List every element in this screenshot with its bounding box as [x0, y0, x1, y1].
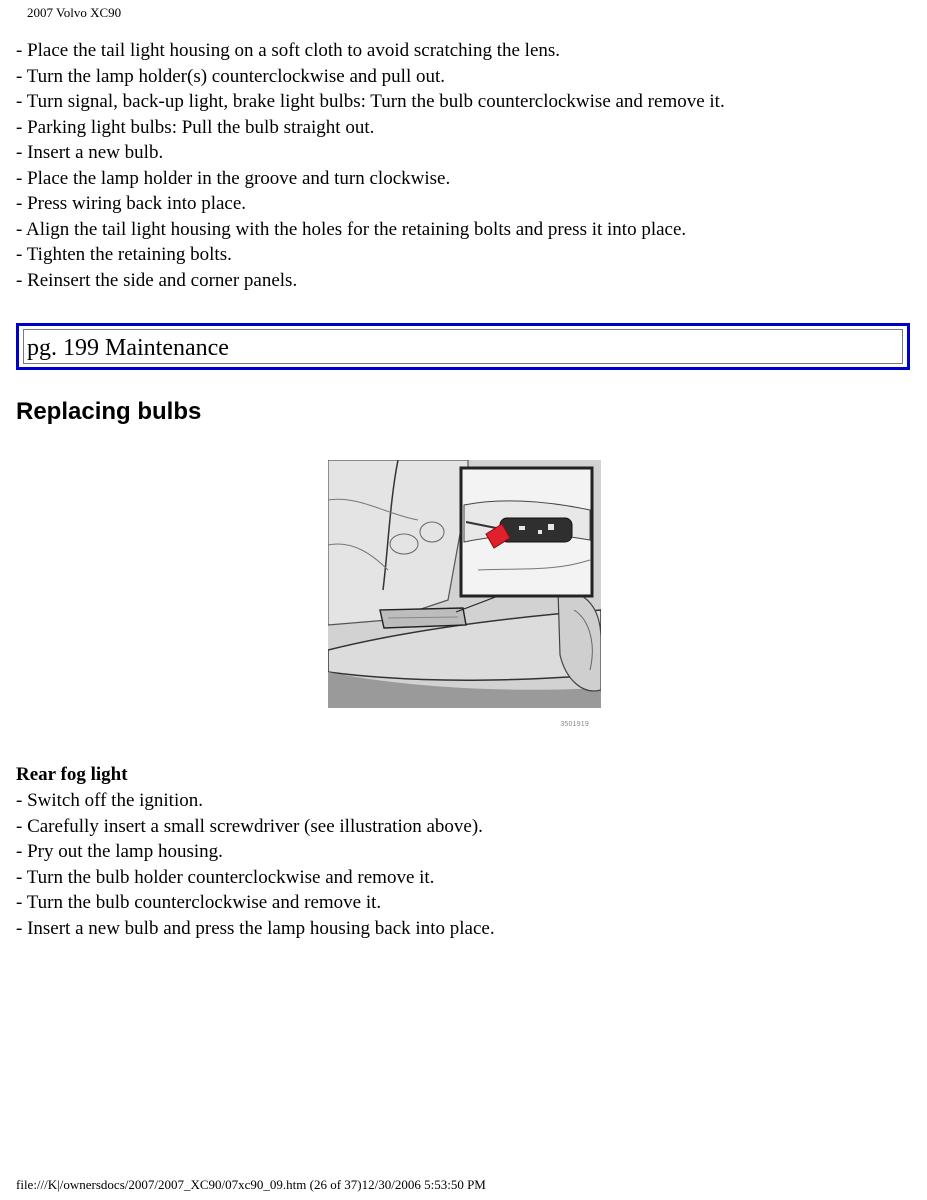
- page-marker-inner: [23, 329, 903, 364]
- section-title: Replacing bulbs: [16, 398, 202, 425]
- list-item: - Pry out the lamp housing.: [16, 841, 223, 862]
- list-item: - Insert a new bulb.: [16, 142, 164, 163]
- tail-light-steps-list: [16, 38, 725, 293]
- figure-code: 3501919: [560, 721, 589, 728]
- rear-fog-light-heading: Rear fog light: [16, 764, 128, 785]
- list-item: - Turn the bulb holder counterclockwise and remove it.: [16, 866, 435, 888]
- page-marker-text: pg. 199 Maintenance: [27, 335, 229, 361]
- list-item: - Turn the bulb counterclockwise and remove it.: [16, 892, 382, 913]
- list-item: - Switch off the ignition.: [16, 790, 203, 811]
- list-item: - Place the lamp holder in the groove and turn clockwise.: [16, 167, 451, 189]
- inset-lamp-detail: [538, 530, 542, 534]
- list-item: - Align the tail light housing with the holes for the retaining bolts and press it into place.: [16, 218, 687, 240]
- file-path-footer: file:///K|/ownersdocs/2007/2007_XC90/07xc90_09.htm (26 of 37)12/30/2006 5:53:50 PM: [16, 1177, 486, 1192]
- inset-lamp-detail: [548, 524, 554, 530]
- list-item: - Carefully insert a small screwdriver (see illustration above).: [16, 815, 483, 837]
- list-item: - Press wiring back into place.: [16, 193, 247, 214]
- list-item: - Tighten the retaining bolts.: [16, 244, 232, 265]
- list-item: - Place the tail light housing on a soft cloth to avoid scratching the lens.: [16, 40, 561, 61]
- rear-fog-light-illustration: [328, 460, 601, 732]
- list-item: - Turn signal, back-up light, brake light bulbs: Turn the bulb counterclockwise and remove it.: [16, 91, 725, 112]
- list-item: - Parking light bulbs: Pull the bulb straight out.: [16, 116, 375, 138]
- fog-light-steps-list: [16, 788, 495, 941]
- inset-lamp-recess: [500, 518, 572, 542]
- list-item: - Insert a new bulb and press the lamp housing back into place.: [16, 917, 495, 939]
- body-panel: [328, 460, 468, 625]
- page-marker-box: [16, 323, 910, 370]
- illustration-drawing: [328, 460, 601, 732]
- list-item: - Turn the lamp holder(s) counterclockwise and pull out.: [16, 65, 446, 87]
- list-item: - Reinsert the side and corner panels.: [16, 269, 298, 291]
- inset-lamp-detail: [519, 526, 525, 530]
- document-header-title: 2007 Volvo XC90: [27, 5, 122, 20]
